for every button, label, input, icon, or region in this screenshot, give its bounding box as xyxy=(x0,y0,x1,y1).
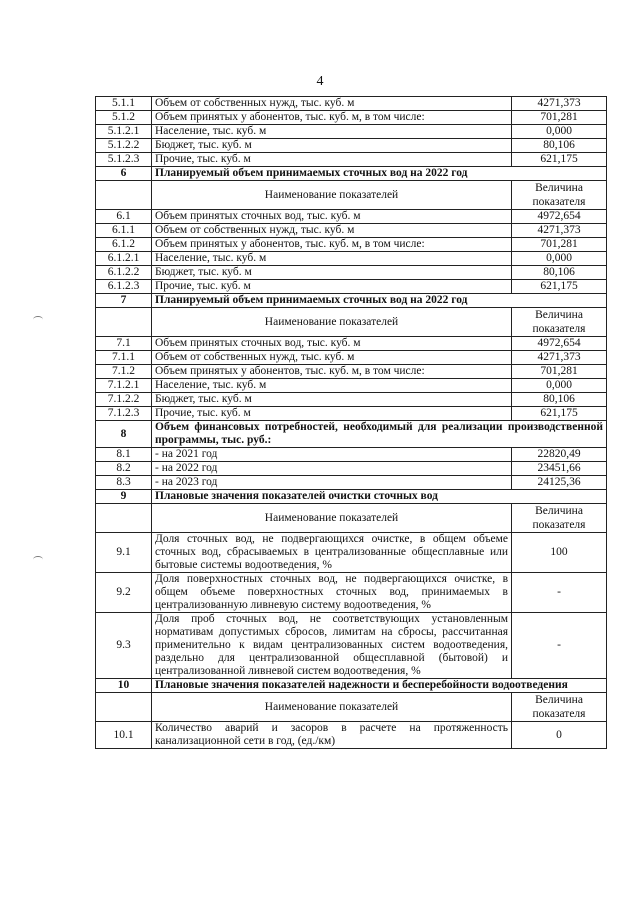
section-number: 7 xyxy=(96,294,152,308)
table-row xyxy=(96,722,607,749)
row-number: 7.1.2.2 xyxy=(96,393,152,407)
row-number: 9.1 xyxy=(96,533,152,573)
column-header-row xyxy=(96,181,607,210)
section-row xyxy=(96,167,607,181)
row-name: Население, тыс. куб. м xyxy=(152,379,512,393)
table-row xyxy=(96,280,607,294)
column-header-row xyxy=(96,693,607,722)
row-value: - xyxy=(512,613,607,679)
row-number: 6.1.2.2 xyxy=(96,266,152,280)
section-row xyxy=(96,421,607,448)
row-number: 8.1 xyxy=(96,448,152,462)
row-number: 6.1.2.3 xyxy=(96,280,152,294)
row-value: 701,281 xyxy=(512,365,607,379)
row-value: 22820,49 xyxy=(512,448,607,462)
row-value: 80,106 xyxy=(512,266,607,280)
section-number: 6 xyxy=(96,167,152,181)
row-number: 5.1.2.3 xyxy=(96,153,152,167)
row-value: 4271,373 xyxy=(512,224,607,238)
header-empty-cell xyxy=(96,181,152,210)
row-value: 4972,654 xyxy=(512,337,607,351)
section-row xyxy=(96,294,607,308)
row-name: Население, тыс. куб. м xyxy=(152,252,512,266)
row-value: 621,175 xyxy=(512,280,607,294)
table-row xyxy=(96,210,607,224)
row-value: - xyxy=(512,573,607,613)
table-row xyxy=(96,238,607,252)
header-name-cell: Наименование показателей xyxy=(152,181,512,210)
row-value: 0 xyxy=(512,722,607,749)
row-value: 621,175 xyxy=(512,153,607,167)
header-name-cell: Наименование показателей xyxy=(152,504,512,533)
table-row xyxy=(96,476,607,490)
header-value-cell: Величина показателя xyxy=(512,504,607,533)
section-number: 8 xyxy=(96,421,152,448)
row-value: 621,175 xyxy=(512,407,607,421)
table-row xyxy=(96,97,607,111)
section-title: Плановые значения показателей надежности и бесперебойности водоотведения xyxy=(152,679,607,693)
row-name: - на 2021 год xyxy=(152,448,512,462)
row-value: 701,281 xyxy=(512,111,607,125)
section-title: Планируемый объем принимаемых сточных вод на 2022 год xyxy=(152,294,607,308)
row-name: Объем от собственных нужд, тыс. куб. м xyxy=(152,97,512,111)
column-header-row xyxy=(96,308,607,337)
table-row xyxy=(96,613,607,679)
page-number: 4 xyxy=(316,74,324,89)
table-row xyxy=(96,365,607,379)
header-empty-cell xyxy=(96,693,152,722)
row-number: 7.1.2.1 xyxy=(96,379,152,393)
row-value: 80,106 xyxy=(512,139,607,153)
row-name: Объем от собственных нужд, тыс. куб. м xyxy=(152,351,512,365)
row-number: 7.1 xyxy=(96,337,152,351)
row-number: 8.2 xyxy=(96,462,152,476)
row-name: Объем принятых сточных вод, тыс. куб. м xyxy=(152,337,512,351)
row-value: 0,000 xyxy=(512,252,607,266)
row-number: 9.3 xyxy=(96,613,152,679)
header-value-cell: Величина показателя xyxy=(512,308,607,337)
header-name-cell: Наименование показателей xyxy=(152,693,512,722)
section-title: Плановые значения показателей очистки сточных вод xyxy=(152,490,607,504)
section-title: Планируемый объем принимаемых сточных вод на 2022 год xyxy=(152,167,607,181)
row-number: 5.1.2.1 xyxy=(96,125,152,139)
table-row xyxy=(96,153,607,167)
row-name: Бюджет, тыс. куб. м xyxy=(152,393,512,407)
header-empty-cell xyxy=(96,308,152,337)
row-value: 4271,373 xyxy=(512,97,607,111)
table-row xyxy=(96,337,607,351)
column-header-row xyxy=(96,504,607,533)
row-number: 7.1.1 xyxy=(96,351,152,365)
table-row xyxy=(96,125,607,139)
row-value: 0,000 xyxy=(512,125,607,139)
row-name: Объем принятых сточных вод, тыс. куб. м xyxy=(152,210,512,224)
section-number: 9 xyxy=(96,490,152,504)
section-row xyxy=(96,679,607,693)
row-name: - на 2022 год xyxy=(152,462,512,476)
row-number: 9.2 xyxy=(96,573,152,613)
row-name: - на 2023 год xyxy=(152,476,512,490)
row-name: Доля поверхностных сточных вод, не подвергающихся очистке, в общем объеме поверхностных сточных вод, принимаемых в централизованную ливневую систему водоотведения, % xyxy=(152,573,512,613)
header-name-cell: Наименование показателей xyxy=(152,308,512,337)
section-number: 10 xyxy=(96,679,152,693)
row-name: Бюджет, тыс. куб. м xyxy=(152,266,512,280)
row-number: 10.1 xyxy=(96,722,152,749)
row-value: 100 xyxy=(512,533,607,573)
row-number: 6.1 xyxy=(96,210,152,224)
row-name: Объем принятых у абонентов, тыс. куб. м, в том числе: xyxy=(152,238,512,252)
table-row xyxy=(96,407,607,421)
table-row xyxy=(96,224,607,238)
row-number: 6.1.2 xyxy=(96,238,152,252)
row-name: Количество аварий и засоров в расчете на протяженность канализационной сети в год, (ед./км) xyxy=(152,722,512,749)
row-number: 8.3 xyxy=(96,476,152,490)
table-row xyxy=(96,448,607,462)
table-row xyxy=(96,351,607,365)
row-number: 5.1.1 xyxy=(96,97,152,111)
binding-hole-mark xyxy=(33,556,43,563)
row-name: Объем принятых у абонентов, тыс. куб. м, в том числе: xyxy=(152,111,512,125)
row-value: 23451,66 xyxy=(512,462,607,476)
indicators-table xyxy=(95,96,607,749)
table-row xyxy=(96,252,607,266)
row-value: 4271,373 xyxy=(512,351,607,365)
header-empty-cell xyxy=(96,504,152,533)
row-value: 4972,654 xyxy=(512,210,607,224)
table-row xyxy=(96,393,607,407)
row-number: 6.1.1 xyxy=(96,224,152,238)
row-number: 7.1.2.3 xyxy=(96,407,152,421)
table-row xyxy=(96,379,607,393)
table-row xyxy=(96,573,607,613)
row-name: Доля сточных вод, не подвергающихся очистке, в общем объеме сточных вод, сбрасываемых в централизованные общесплавные или бытовые системы водоотведения, % xyxy=(152,533,512,573)
row-number: 5.1.2 xyxy=(96,111,152,125)
row-name: Доля проб сточных вод, не соответствующих установленным нормативам допустимых сбросов, лимитам на сбросы, рассчитанная применительно к видам централизованных систем водоотведения, раздельно для централизованной общесплавной (бытовой) и централизованной ливневой систем водоотведения, % xyxy=(152,613,512,679)
row-value: 0,000 xyxy=(512,379,607,393)
row-number: 6.1.2.1 xyxy=(96,252,152,266)
row-value: 701,281 xyxy=(512,238,607,252)
header-value-cell: Величина показателя xyxy=(512,181,607,210)
table-row xyxy=(96,533,607,573)
row-name: Объем от собственных нужд, тыс. куб. м xyxy=(152,224,512,238)
row-name: Население, тыс. куб. м xyxy=(152,125,512,139)
section-row xyxy=(96,490,607,504)
table-row xyxy=(96,111,607,125)
table-row xyxy=(96,139,607,153)
row-name: Прочие, тыс. куб. м xyxy=(152,153,512,167)
row-number: 5.1.2.2 xyxy=(96,139,152,153)
binding-hole-mark xyxy=(33,316,43,323)
header-value-cell: Величина показателя xyxy=(512,693,607,722)
table-row xyxy=(96,462,607,476)
row-name: Объем принятых у абонентов, тыс. куб. м, в том числе: xyxy=(152,365,512,379)
row-number: 7.1.2 xyxy=(96,365,152,379)
row-value: 80,106 xyxy=(512,393,607,407)
row-name: Прочие, тыс. куб. м xyxy=(152,280,512,294)
section-title: Объем финансовых потребностей, необходимый для реализации производственной программы, тыс. руб.: xyxy=(152,421,607,448)
table-row xyxy=(96,266,607,280)
row-name: Бюджет, тыс. куб. м xyxy=(152,139,512,153)
row-name: Прочие, тыс. куб. м xyxy=(152,407,512,421)
row-value: 24125,36 xyxy=(512,476,607,490)
